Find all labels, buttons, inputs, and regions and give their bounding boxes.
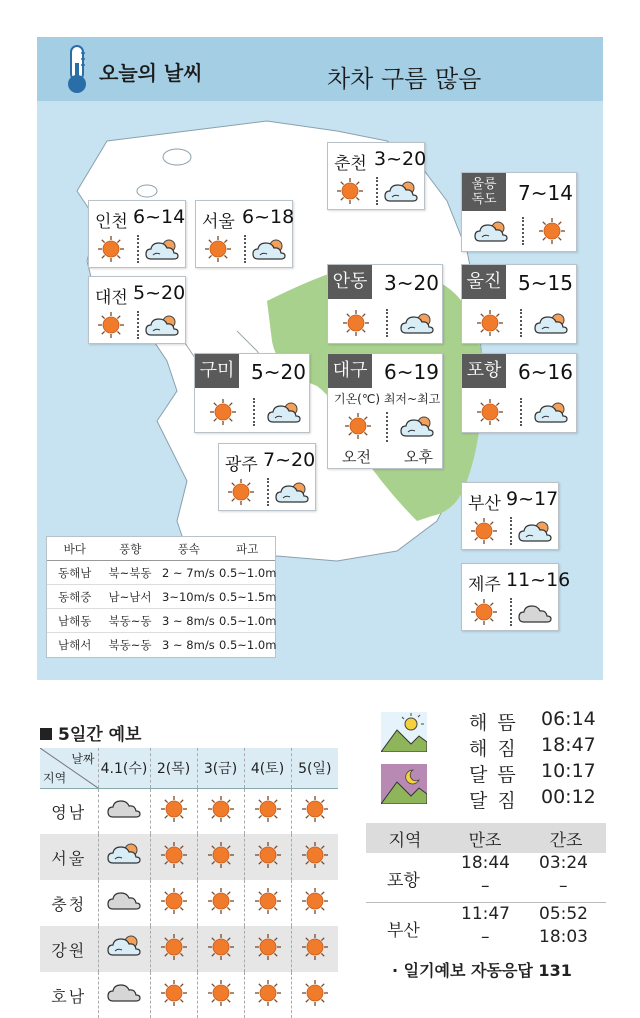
- cloud-sun-icon: [534, 400, 568, 428]
- sunset-time: 18:47: [541, 734, 596, 756]
- sea-cell: 남해서: [58, 638, 92, 652]
- sea-conditions-table: [46, 536, 276, 658]
- city-temp: 11~16: [506, 569, 571, 591]
- city-name: 포항: [462, 354, 506, 388]
- sea-cell: 3 ~ 8m/s: [162, 613, 215, 628]
- forecast-row: [40, 972, 338, 1018]
- city-card-jeju[interactable]: [461, 563, 571, 631]
- moonrise-time: 10:17: [541, 760, 596, 782]
- cloud-sun-icon: [534, 311, 568, 339]
- tide-low: 05:52: [539, 904, 588, 924]
- forecast-row: [40, 926, 338, 972]
- tide-high: –: [481, 876, 490, 896]
- sea-cell: 북동~동: [108, 638, 152, 652]
- sun-icon: [97, 235, 125, 263]
- city-card-gumi[interactable]: [194, 353, 310, 433]
- sun-icon: [209, 398, 237, 426]
- cloud-icon: [107, 979, 141, 1007]
- sea-cell: 0.5~1.5m: [219, 589, 277, 604]
- forecast-day-header: 2(목): [150, 748, 197, 788]
- sea-cell: 2 ~ 7m/s: [162, 565, 215, 580]
- tide-low: 03:24: [539, 853, 588, 873]
- city-card-gwangju[interactable]: [218, 443, 316, 511]
- sea-col-header: 바다: [63, 541, 86, 556]
- city-name: 인천: [95, 212, 128, 232]
- sea-table-row: [47, 633, 275, 657]
- city-temp: 3~20: [384, 271, 439, 295]
- city-temp: 6~19: [384, 360, 439, 384]
- sea-cell: 북~북동: [108, 565, 152, 580]
- cloud-icon: [107, 795, 141, 823]
- cloud-sun-icon: [252, 237, 286, 265]
- sun-icon: [160, 933, 188, 961]
- sun-icon: [207, 933, 235, 961]
- tide-high: –: [481, 927, 490, 947]
- forecast-row: [40, 834, 338, 880]
- city-name: 대구: [328, 354, 372, 388]
- thermometer-icon: [63, 43, 91, 95]
- sea-cell: 북동~동: [108, 613, 152, 628]
- forecast-corner: [40, 748, 98, 788]
- cloud-sun-icon: [107, 841, 141, 869]
- corner-date-label: 날짜: [71, 752, 95, 766]
- city-card-andong[interactable]: [327, 264, 443, 344]
- forecast-region: 충청: [40, 880, 98, 926]
- city-temp: 5~20: [133, 282, 186, 304]
- cloud-sun-icon: [267, 400, 301, 428]
- cloud-sun-icon: [275, 480, 309, 508]
- sun-icon: [227, 478, 255, 506]
- sea-cell: 0.5~1.0m: [219, 565, 277, 580]
- sun-icon: [160, 841, 188, 869]
- sun-icon: [301, 887, 329, 915]
- pm-label: 오후: [404, 448, 433, 466]
- sun-icon: [204, 235, 232, 263]
- sun-icon: [254, 795, 282, 823]
- sun-icon: [97, 311, 125, 339]
- city-temp: 7~14: [518, 181, 573, 205]
- sun-icon: [207, 887, 235, 915]
- sun-icon: [254, 933, 282, 961]
- sea-cell: 3 ~ 8m/s: [162, 638, 215, 652]
- cloud-sun-icon: [400, 311, 434, 339]
- tide-region: 포항: [387, 871, 420, 891]
- sun-icon: [342, 309, 370, 337]
- cloud-sun-icon: [384, 179, 418, 207]
- sun-icon: [301, 841, 329, 869]
- forecast-row: [40, 788, 338, 834]
- sea-cell: 동해중: [58, 589, 92, 604]
- moonrise-mountain-icon: [381, 764, 427, 804]
- city-temp: 5~20: [251, 360, 306, 384]
- city-card-daejeon[interactable]: [88, 276, 186, 344]
- city-temp: 5~15: [518, 271, 573, 295]
- header-bar: [37, 37, 603, 101]
- sea-col-header: 파고: [236, 541, 259, 556]
- tide-low: 18:03: [539, 927, 588, 947]
- forecast-title: [40, 720, 141, 745]
- cloud-sun-icon: [518, 519, 552, 547]
- city-name: 서울: [202, 212, 235, 232]
- forecast-day-header: 4.1(수): [98, 748, 150, 788]
- tide-high: 11:47: [461, 904, 510, 924]
- city-name: 울릉 독도: [462, 173, 506, 211]
- am-label: 오전: [342, 448, 371, 466]
- tide-col-header: 지역: [388, 830, 422, 851]
- sea-col-header: 풍속: [177, 541, 200, 556]
- sun-icon: [470, 598, 498, 626]
- forecast-region: 강원: [40, 926, 98, 972]
- sun-icon: [301, 795, 329, 823]
- sea-cell: 남~남서: [108, 589, 152, 604]
- sun-icon: [476, 309, 504, 337]
- city-card-seoul[interactable]: [195, 200, 293, 268]
- tide-high: 18:44: [461, 853, 510, 873]
- cloud-icon: [518, 600, 552, 628]
- forecast-title-text: 5일간 예보: [58, 725, 142, 745]
- city-temp: 6~14: [133, 206, 186, 228]
- page-title: 오늘의 날씨: [99, 61, 203, 85]
- sun-icon: [160, 795, 188, 823]
- tide-low: –: [559, 876, 568, 896]
- tide-region: 부산: [387, 921, 420, 941]
- city-temp: 9~17: [506, 488, 559, 510]
- city-card-daegu[interactable]: [327, 353, 443, 469]
- city-card-chuncheon[interactable]: [327, 142, 425, 210]
- sun-icon: [476, 398, 504, 426]
- city-card-incheon[interactable]: [88, 200, 186, 268]
- tide-col-header: 간조: [549, 830, 583, 851]
- sun-icon: [301, 933, 329, 961]
- temp-legend-caption: 기온(℃) 최저~최고: [334, 392, 441, 406]
- city-temp: 6~16: [518, 360, 573, 384]
- sun-icon: [254, 841, 282, 869]
- sea-cell: 0.5~1.0m: [219, 638, 277, 652]
- forecast-region: 서울: [40, 834, 98, 880]
- sea-table-row: [47, 609, 275, 633]
- city-temp: 6~18: [242, 206, 295, 228]
- forecast-day-header: 5(일): [291, 748, 338, 788]
- city-name: 광주: [225, 455, 258, 475]
- sea-table-row: [47, 585, 275, 609]
- city-card-pohang[interactable]: [461, 353, 577, 433]
- forecast-region: 호남: [40, 972, 98, 1018]
- city-name: 울진: [462, 265, 506, 299]
- sun-icon: [344, 412, 372, 440]
- forecast-row: [40, 880, 338, 926]
- weather-summary: 차차 구름 많음: [327, 65, 482, 93]
- city-temp: 3~20: [374, 148, 427, 170]
- moonset-time: 00:12: [541, 786, 596, 808]
- city-name: 부산: [468, 494, 501, 514]
- city-card-uljin[interactable]: [461, 264, 577, 344]
- sea-table-header: [47, 537, 275, 561]
- cloud-sun-icon: [400, 414, 434, 442]
- sun-icon: [207, 795, 235, 823]
- sun-icon: [160, 979, 188, 1007]
- city-temp: 7~20: [263, 449, 316, 471]
- sunrise-label: 해 뜸: [469, 712, 518, 734]
- sea-table-row: [47, 561, 275, 585]
- forecast-table: [40, 748, 338, 1018]
- sea-cell: 남해동: [58, 613, 92, 628]
- sun-icon: [301, 979, 329, 1007]
- sunset-label: 해 짐: [469, 738, 518, 760]
- forecast-header-row: [40, 748, 338, 788]
- sun-icon: [336, 177, 364, 205]
- sunrise-mountain-icon: [381, 712, 427, 752]
- forecast-day-header: 3(금): [197, 748, 244, 788]
- city-card-ulleung-dokdo[interactable]: [461, 172, 577, 252]
- corner-region-label: 지역: [43, 770, 67, 785]
- sea-cell: 0.5~1.0m: [219, 613, 277, 628]
- city-name: 안동: [328, 265, 372, 299]
- sun-icon: [160, 887, 188, 915]
- tide-table-header: [366, 823, 606, 853]
- autoresponse-info: · 일기예보 자동응답 131: [392, 961, 572, 980]
- sea-cell: 동해남: [58, 565, 92, 580]
- cloud-sun-icon: [145, 237, 179, 265]
- sun-icon: [207, 979, 235, 1007]
- sun-icon: [254, 887, 282, 915]
- sunrise-time: 06:14: [541, 708, 596, 730]
- cloud-sun-icon: [145, 313, 179, 341]
- city-name: 대전: [95, 288, 128, 308]
- moonrise-label: 달 뜸: [469, 764, 518, 786]
- city-card-busan[interactable]: [461, 482, 559, 550]
- sun-icon: [254, 979, 282, 1007]
- city-name: 춘천: [334, 154, 367, 174]
- cloud-icon: [107, 887, 141, 915]
- sun-icon: [538, 217, 566, 245]
- forecast-region: 영남: [40, 788, 98, 834]
- city-name: 구미: [195, 354, 239, 388]
- forecast-day-header: 4(토): [244, 748, 291, 788]
- city-name: 제주: [468, 575, 501, 595]
- sun-icon: [470, 517, 498, 545]
- tide-col-header: 만조: [468, 830, 502, 851]
- sun-icon: [207, 841, 235, 869]
- moonset-label: 달 짐: [469, 790, 518, 812]
- cloud-sun-icon: [474, 219, 508, 247]
- sea-cell: 3~10m/s: [162, 589, 215, 604]
- cloud-sun-icon: [107, 933, 141, 961]
- sea-col-header: 풍향: [119, 541, 142, 556]
